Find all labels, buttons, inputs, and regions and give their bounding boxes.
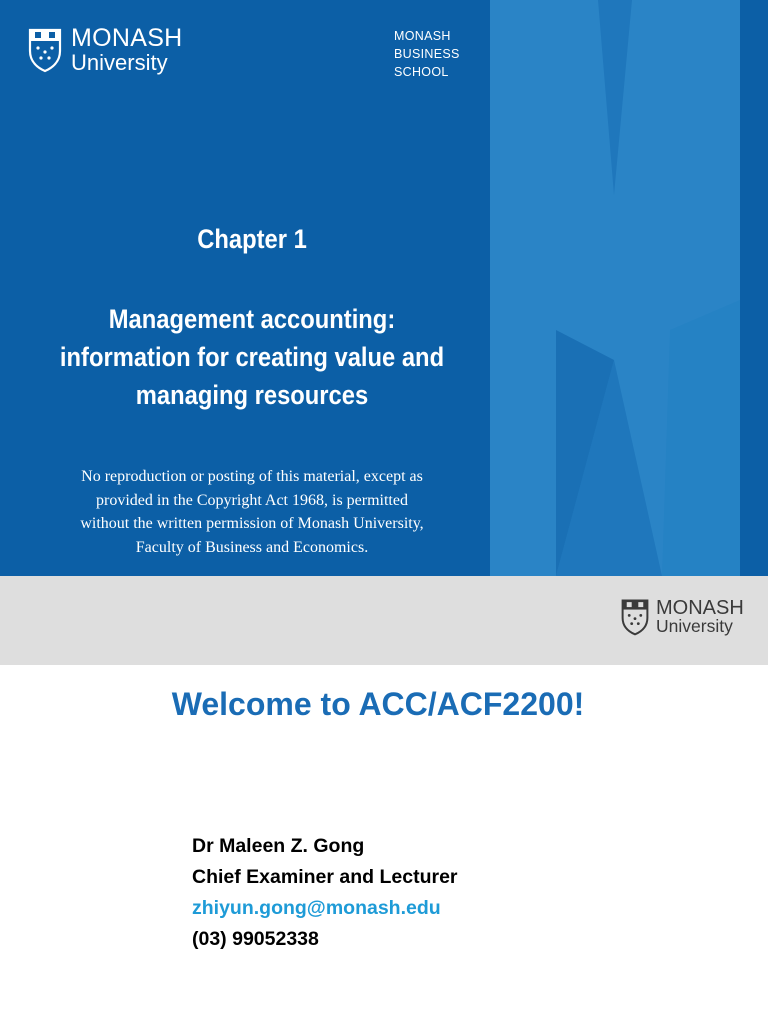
chapter-heading: Chapter 1 bbox=[197, 224, 307, 254]
title-line: information for creating value and bbox=[59, 342, 445, 372]
logo-line-1: MONASH bbox=[71, 24, 183, 52]
chapter-title bbox=[30, 300, 474, 414]
logo-line-2: University bbox=[656, 616, 733, 637]
school-line: SCHOOL bbox=[394, 65, 449, 79]
title-line: Management accounting: bbox=[108, 304, 396, 334]
school-line: BUSINESS bbox=[394, 47, 460, 61]
school-line: MONASH bbox=[394, 29, 451, 43]
copyright-line: No reproduction or posting of this material, except as bbox=[81, 468, 423, 485]
lecturer-contact bbox=[192, 831, 458, 955]
school-label bbox=[394, 27, 460, 81]
lecturer-role: Chief Examiner and Lecturer bbox=[192, 866, 458, 888]
lecturer-email-link[interactable]: zhiyun.gong@monash.edu bbox=[192, 897, 441, 919]
monash-crest-icon bbox=[27, 27, 63, 73]
monash-logo bbox=[27, 26, 183, 74]
logo-line-1: MONASH bbox=[656, 597, 744, 620]
title-line: managing resources bbox=[135, 380, 369, 410]
monash-logo-gray bbox=[620, 598, 744, 636]
logo-line-2: University bbox=[71, 50, 168, 75]
monash-crest-icon bbox=[620, 598, 650, 636]
welcome-heading: Welcome to ACC/ACF2200! bbox=[171, 686, 585, 722]
lecturer-phone: (03) 99052338 bbox=[192, 928, 319, 950]
copyright-notice bbox=[0, 465, 504, 559]
lecturer-name: Dr Maleen Z. Gong bbox=[192, 835, 365, 857]
copyright-line: Faculty of Business and Economics. bbox=[135, 538, 369, 556]
copyright-line: provided in the Copyright Act 1968, is permitted bbox=[96, 491, 408, 509]
copyright-line: without the written permission of Monash University, bbox=[80, 515, 424, 532]
